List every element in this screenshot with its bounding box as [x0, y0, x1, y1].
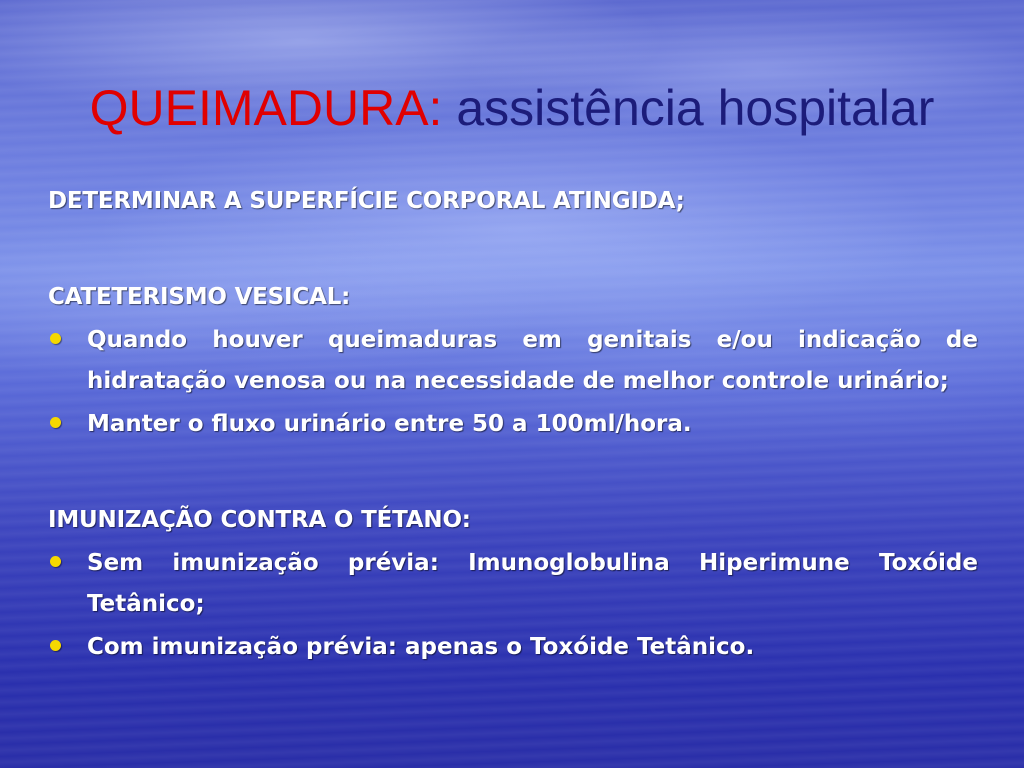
section-heading-superficie: DETERMINAR A SUPERFÍCIE CORPORAL ATINGIDA;	[48, 188, 685, 214]
bullet-text: Quando houver queimaduras em genitais e/ou indicação de hidratação venosa ou na necessidade de melhor controle urinário;	[87, 327, 978, 394]
bullet-text: Manter o fluxo urinário entre 50 a 100ml/hora.	[87, 411, 692, 437]
slide-body	[48, 180, 978, 668]
slide-title	[0, 78, 1024, 138]
bullet-text: Com imunização prévia: apenas o Toxóide Tetânico.	[87, 634, 755, 660]
slide-title-sub: assistência hospitalar	[456, 80, 935, 136]
bullet-item	[48, 404, 978, 445]
bullet-item	[48, 543, 978, 625]
bullet-item	[48, 627, 978, 668]
slide-title-main: QUEIMADURA:	[89, 80, 443, 136]
bullet-dot-icon	[50, 417, 61, 428]
bullet-dot-icon	[50, 640, 61, 651]
spacer	[48, 445, 978, 499]
section-heading-imunizacao: IMUNIZAÇÃO CONTRA O TÉTANO:	[48, 507, 471, 533]
spacer	[48, 222, 978, 276]
bullet-dot-icon	[50, 333, 61, 344]
bullet-dot-icon	[50, 556, 61, 567]
bullet-text: Sem imunização prévia: Imunoglobulina Hiperimune Toxóide Tetânico;	[87, 550, 978, 617]
bullet-item	[48, 320, 978, 402]
section-heading-cateterismo: CATETERISMO VESICAL:	[48, 284, 351, 310]
